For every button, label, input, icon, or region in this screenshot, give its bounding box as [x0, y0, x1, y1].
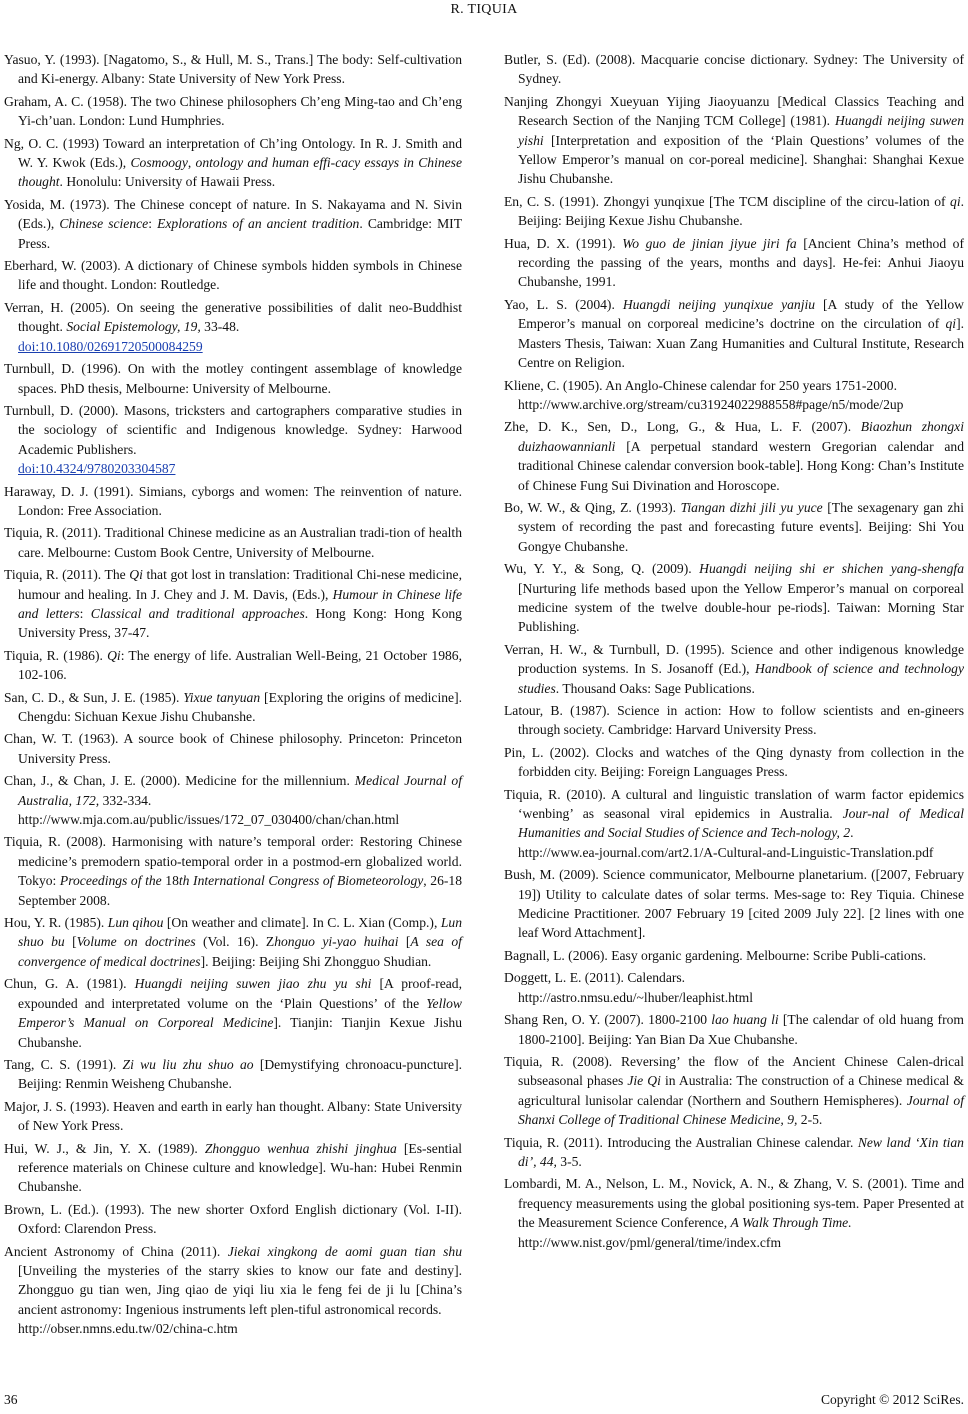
- reference-text: En, C. S. (1991). Zhongyi yunqixue [The TCM discipline of the circu-lation of: [504, 193, 951, 209]
- reference-text: : The energy of life. Australian Well-Being, 21 October 1986, 102-106.: [18, 647, 462, 683]
- reference-text: . Beijing: Beijing Kexue Jishu Chubanshe.: [518, 193, 964, 229]
- reference-entry: [504, 701, 964, 740]
- reference-text: [Demystifying chronoacu-puncture]. Beijing: Renmin Weisheng Chubanshe.: [18, 1056, 463, 1092]
- reference-url: http://astro.nmsu.edu/~lhuber/leaphist.html: [518, 989, 754, 1005]
- reference-italic-text: Huangdi neijing shi er shichen yang-shengfa: [699, 561, 964, 577]
- reference-text: [On weather and climate]. In C. L. Xian (Comp.),: [163, 915, 441, 931]
- reference-text: [A proof-read, expounded and interpretated volume on the ‘Plain Questions’ of the: [18, 976, 462, 1011]
- reference-text: [A study of the Yellow Emperor’s manual on corporeal medicine’s doctrine on the circulation of: [518, 296, 964, 332]
- reference-italic-text: qi: [945, 316, 957, 332]
- reference-entry: [4, 832, 462, 910]
- reference-italic-text: Handbook of science and technology studies: [518, 661, 964, 696]
- reference-entry: [4, 771, 462, 829]
- reference-text: . Cambridge: MIT Press.: [18, 216, 463, 251]
- reference-italic-text: Yixue tanyuan: [183, 689, 261, 705]
- reference-italic-text: Biaozhun zhongxi duizhaowannianli: [518, 419, 964, 454]
- reference-text: :: [148, 216, 158, 232]
- reference-text: Tiquia, R. (1986).: [4, 647, 108, 663]
- reference-entry: [504, 92, 964, 189]
- references-right-column: [504, 50, 964, 1255]
- reference-text: [Exploring the origins of medicine]. Chengdu: Sichuan Kexue Jishu Chubanshe.: [18, 689, 462, 724]
- reference-italic-text: Classical and traditional approaches: [90, 605, 305, 621]
- reference-italic-text: Chinese science: [59, 216, 149, 232]
- reference-italic-text: Tiangan dizhi jili yu yuce: [680, 499, 823, 515]
- reference-text: San, C. D., & Sun, J. E. (1985).: [4, 689, 184, 705]
- reference-text: Chan, J., & Chan, J. E. (2000). Medicine for the millennium.: [4, 773, 355, 789]
- reference-text: [The sexagenary gan zhi system of recording the past and forecasting future events]. Beijing: Shi You Gongye Chubanshe.: [518, 499, 964, 554]
- reference-entry: [4, 195, 462, 253]
- copyright-notice: Copyright © 2012 SciRes.: [820, 1392, 964, 1407]
- reference-text: [The calendar of old huang from 1800-2100]. Beijing: Yan Bian Da Xue Chubanshe.: [518, 1012, 964, 1047]
- reference-text: 2-5.: [797, 1112, 823, 1128]
- reference-text: . Honolulu: University of Hawaii Press.: [59, 174, 276, 190]
- reference-text: [Ancient China’s method of recording the passing of the years, months and days]. He-fei: Anhui Jiaoyu Chubanshe, 1991.: [518, 235, 964, 290]
- reference-italic-text: A sea of convergence of medical doctrines: [18, 934, 462, 969]
- reference-italic-text: Medical Journal of Australia, 172,: [18, 773, 462, 808]
- reference-entry: [504, 192, 964, 231]
- reference-text: Lombardi, M. A., Nelson, L. M., Novick, A. N., & Zhang, V. S. (2001). Time and frequency measurements using the global positioning sys-tem. Paper Presented at the Measurement Science Conference,: [504, 1176, 964, 1231]
- reference-text: Tiquia, R. (2008). Reversing’ the flow of the Ancient Chinese Calen-drical subseasonal phases: [504, 1053, 964, 1089]
- reference-entry: [504, 1174, 964, 1252]
- reference-text: Major, J. S. (1993). Heaven and earth in early han thought. Albany: State University of New York Press.: [4, 1098, 462, 1134]
- reference-text: Ng, O. C. (1993) Toward an interpretation of Ch’ing Ontology. In R. J. Smith and W. Y. Kwok (Eds.),: [4, 135, 462, 171]
- reference-text: [: [64, 934, 77, 950]
- reference-text: [Interpretation and exposition of the ‘Plain Questions’ volumes of the Yellow Emperor’s manual on cor-poreal medicine]. Shanghai: Shanghai Kexue Jishu Chubanshe.: [518, 132, 964, 187]
- reference-url: http://www.archive.org/stream/cu31924022988558#page/n5/mode/2up: [518, 396, 904, 412]
- reference-entry: [504, 498, 964, 556]
- reference-text: Chan, W. T. (1963). A source book of Chinese philosophy. Princeton: Princeton University Press.: [4, 731, 462, 766]
- reference-italic-text: qi: [950, 193, 961, 209]
- reference-text: :: [79, 605, 91, 621]
- reference-italic-text: honguo yi-yao huihai: [274, 934, 399, 950]
- reference-text: Tang, C. S. (1991).: [4, 1056, 123, 1072]
- reference-italic-text: Journal of Shanxi College of Traditional Chinese Medicine, 9,: [518, 1092, 965, 1128]
- reference-italic-text: lao huang li: [711, 1012, 779, 1028]
- reference-text: in Australia: The construction of a Chinese medical & agricultural lunisolar calendar (Northern and Southern Hemispheres).: [518, 1073, 964, 1108]
- reference-text: ,: [187, 155, 196, 171]
- reference-entry: [4, 974, 462, 1052]
- reference-italic-text: Lun qihou: [107, 915, 164, 931]
- reference-italic-text: Jie Qi: [627, 1073, 661, 1089]
- reference-entry: [504, 865, 964, 943]
- reference-entry: [504, 946, 964, 965]
- references-left-column: [4, 50, 462, 1342]
- reference-text: Eberhard, W. (2003). A dictionary of Chinese symbols hidden symbols in Chinese life and thought. London: Routledge.: [4, 258, 462, 293]
- reference-italic-text: Yellow Emperor’s Manual on Corporeal Medicine: [18, 995, 462, 1031]
- reference-text: Bagnall, L. (2006). Easy organic gardening. Melbourne: Scribe Publi-cations.: [504, 947, 927, 963]
- reference-entry: [4, 50, 462, 89]
- reference-text: [: [398, 934, 411, 950]
- reference-text: Tiquia, R. (2011). Introducing the Australian Chinese calendar.: [504, 1134, 858, 1150]
- reference-entry: [4, 565, 462, 643]
- reference-text: Hui, W. J., & Jin, Y. X. (1989).: [4, 1140, 205, 1156]
- reference-text: Yasuo, Y. (1993). [Nagatomo, S., & Hull, M. S., Trans.] The body: Self-cultivation and Ki-energy. Albany: State University of New York Press.: [4, 52, 462, 87]
- reference-text: 3-5.: [556, 1153, 582, 1169]
- reference-text: [Es-sential reference materials on Chinese culture and knowledge]. Wu-han: Hubei Renmin Chubanshe.: [18, 1140, 463, 1195]
- reference-entry: [504, 1010, 964, 1049]
- reference-text: [Nurturing life methods based upon the Yellow Emperor’s manual on corporeal medicine system of the twelve double-hour pe-riods]. Taiwan: Morning Star Publishing.: [518, 580, 964, 635]
- reference-entry: [4, 359, 462, 398]
- reference-entry: [504, 376, 964, 415]
- reference-text: Shang Ren, O. Y. (2007). 1800-2100: [504, 1012, 712, 1028]
- reference-text: [Unveiling the mysteries of the starry skies to know our fate and destiny]. Zhongguo gu tian wen, Jing qiao de yiqi liu xia le feng fei de ji lu [China’s ancient astronomy: Ingenious instruments left plen-tiful astronomical records.: [18, 1262, 462, 1317]
- reference-text: Nanjing Zhongyi Xueyuan Yijing Jiaoyuanzu [Medical Classics Teaching and Research Section of the Nanjing TCM College] (1981).: [504, 93, 964, 129]
- reference-italic-text: Zhongguo wenhua zhishi jinghua: [204, 1140, 397, 1156]
- reference-entry: [504, 234, 964, 292]
- reference-entry: [504, 743, 964, 782]
- reference-italic-text: Proceedings of the: [59, 873, 166, 889]
- reference-italic-text: Humour in Chinese life and letters: [18, 586, 462, 621]
- reference-entry: [504, 295, 964, 373]
- reference-italic-text: Huangdi neijing suwen yishi: [518, 113, 964, 148]
- reference-entry: [4, 298, 462, 356]
- reference-italic-text: New land ‘Xin tian di’, 44,: [518, 1134, 964, 1169]
- reference-url: http://www.mja.com.au/public/issues/172_07_030400/chan/chan.html: [18, 812, 400, 828]
- reference-text: Kliene, C. (1905). An Anglo-Chinese calendar for 250 years 1751-2000.: [504, 377, 897, 393]
- reference-entry: [4, 1139, 462, 1197]
- reference-url: http://www.ea-journal.com/art2.1/A-Cultural-and-Linguistic-Translation.pdf: [518, 844, 934, 860]
- running-head: R. TIQUIA: [450, 2, 518, 17]
- reference-entry: [4, 134, 462, 192]
- reference-italic-text: Social Epistemology, 19,: [66, 319, 201, 335]
- reference-italic-text: Zi wu liu zhu shuo ao: [122, 1056, 254, 1072]
- reference-text: [A perpetual standard western Gregorian calendar and traditional Chinese calendar conversion book-table]. Hong Kong: Chan’s Institute of Chinese Fung Sui Divination and Horoscope.: [518, 438, 964, 493]
- reference-entry: [504, 1133, 964, 1172]
- reference-entry: [504, 640, 964, 698]
- reference-text: 18: [165, 873, 179, 889]
- reference-text: Yao, L. S. (2004).: [504, 296, 623, 312]
- reference-italic-text: ontology and human effi-cacy essays in Chinese thought: [18, 155, 462, 190]
- reference-italic-text: Qi: [107, 647, 121, 663]
- reference-text: Yosida, M. (1973). The Chinese concept of nature. In S. Nakayama and N. Sivin (Eds.),: [4, 196, 462, 232]
- reference-text: Verran, H. (2005). On seeing the generative possibilities of dalit neo-Buddhist thought.: [4, 299, 462, 335]
- reference-text: Pin, L. (2002). Clocks and watches of the Qing dynasty from collection in the forbidden city. Beijing: Foreign Languages Press.: [504, 744, 964, 780]
- reference-text: Doggett, L. E. (2011). Calendars.: [504, 970, 686, 986]
- reference-italic-text: th International Congress of Biometeorology: [178, 873, 424, 889]
- reference-text: Haraway, D. J. (1991). Simians, cyborgs and women: The reinvention of nature. London: Free Association.: [4, 483, 462, 518]
- reference-text: Tiquia, R. (2010). A cultural and linguistic translation of warm factor epidemics ‘wenbing’ as seasonal viral epidemics in Australia.: [504, 786, 964, 822]
- reference-text: Turnbull, D. (2000). Masons, tricksters and cartographers comparative studies in the sociology of scientific and Indigenous knowledge. Sydney: Harwood Academic Publishers.: [4, 402, 462, 457]
- reference-text: Hua, D. X. (1991).: [504, 235, 623, 251]
- reference-entry: [504, 968, 964, 1007]
- reference-text: 332-334.: [99, 792, 152, 808]
- doi-link[interactable]: doi:10.4324/9780203304587: [18, 461, 176, 477]
- reference-text: (Vol. 16). Z: [195, 934, 275, 950]
- doi-link[interactable]: doi:10.1080/02691720500084259: [18, 338, 203, 354]
- reference-italic-text: Explorations of an ancient tradition: [157, 216, 360, 232]
- reference-entry: [4, 1200, 462, 1239]
- reference-entry: [504, 50, 964, 89]
- reference-text: Tiquia, R. (2011). The: [4, 567, 130, 583]
- reference-entry: [504, 785, 964, 863]
- reference-text: Graham, A. C. (1958). The two Chinese philosophers Ch’eng Ming-tao and Ch’eng Yi-ch’uan. London: Lund Humphries.: [4, 93, 462, 129]
- reference-text: Tiquia, R. (2011). Traditional Chinese medicine as an Australian tradi-tion of health care. Melbourne: Custom Book Centre, University of Melbourne.: [4, 525, 462, 560]
- reference-entry: [4, 913, 462, 971]
- reference-entry: [4, 729, 462, 768]
- reference-italic-text: Huangdi neijing suwen jiao zhu yu shi: [134, 976, 372, 992]
- reference-text: Bush, M. (2009). Science communicator, Melbourne planetarium. ([2007, February 19]) Utility to calculate dates of solar terms. Mes-sage to: Rey Tiquia. Chinese Medicine Practitioner. 2007 February 19 [cited 2009 July 22]. [2 lines with one leaf Word Attachment].: [504, 867, 964, 941]
- reference-text: , 26-18 September 2008.: [18, 873, 462, 908]
- reference-text: . Hong Kong: Hong Kong University Press, 37-47.: [18, 605, 462, 641]
- reference-italic-text: A Walk Through Time.: [730, 1215, 852, 1231]
- reference-entry: [504, 1052, 964, 1130]
- reference-italic-text: Jiekai xingkong de aomi guan tian shu: [227, 1243, 462, 1259]
- reference-text: that got lost in translation: Traditional Chi-nese medicine, humour and healing. In J. Chey and J. M. Davis, (Eds.),: [18, 567, 462, 602]
- reference-text: ]. Tianjin: Tianjin Kexue Jishu Chubanshe.: [18, 1015, 462, 1050]
- reference-text: ]. Beijing: Beijing Shi Zhongguo Shudian.: [200, 953, 432, 969]
- reference-text: Zhe, D. K., Sen, D., Long, G., & Hua, L. F. (2007).: [504, 419, 861, 435]
- reference-text: ]. Masters Thesis, Taiwan: Xuan Zang Humanities and Cultural Institute, Research Centre on Religion.: [518, 316, 964, 371]
- reference-entry: [4, 1097, 462, 1136]
- reference-text: Turnbull, D. (1996). On with the motley contingent assemblage of knowledge spaces. PhD thesis, Melbourne: University of Melbourne.: [4, 361, 462, 396]
- reference-text: Butler, S. (Ed). (2008). Macquarie concise dictionary. Sydney: The University of Sydney.: [504, 52, 964, 87]
- reference-text: Chun, G. A. (1981).: [4, 976, 135, 992]
- reference-text: .: [850, 825, 854, 841]
- reference-entry: [4, 646, 462, 685]
- reference-entry: [504, 417, 964, 495]
- reference-italic-text: Qi: [129, 567, 143, 583]
- reference-url: http://www.nist.gov/pml/general/time/index.cfm: [518, 1234, 782, 1250]
- reference-entry: [4, 482, 462, 521]
- reference-text: Tiquia, R. (2008). Harmonising with nature’s temporal order: Restoring Chinese medicine’s premodern spatio-temporal order in a postmod-ern globalized world. Tokyo:: [4, 834, 462, 889]
- reference-entry: [504, 559, 964, 637]
- reference-text: Ancient Astronomy of China (2011).: [4, 1243, 228, 1259]
- reference-entry: [4, 1242, 462, 1339]
- reference-italic-text: Cosmoogy: [130, 155, 188, 171]
- reference-text: Brown, L. (Ed.). (1993). The new shorter Oxford English dictionary (Vol. I-II). Oxford: Clarendon Press.: [4, 1201, 462, 1237]
- reference-entry: [4, 688, 462, 727]
- reference-italic-text: Volume on doctrines: [76, 934, 196, 950]
- reference-italic-text: Lun shuo bu: [18, 915, 462, 950]
- reference-text: Latour, B. (1987). Science in action: How to follow scientists and en-gineers through society. Cambridge: Harvard University Press.: [504, 703, 964, 738]
- reference-entry: [4, 523, 462, 562]
- reference-entry: [4, 92, 462, 131]
- reference-entry: [4, 256, 462, 295]
- reference-text: Verran, H. W., & Turnbull, D. (1995). Science and other indigenous knowledge production systems. In S. Josanoff (Ed.),: [504, 641, 964, 677]
- reference-entry: [4, 1055, 462, 1094]
- reference-text: Wu, Y. Y., & Song, Q. (2009).: [504, 561, 700, 577]
- reference-italic-text: Huangdi neijing yunqixue yanjiu: [622, 296, 816, 312]
- reference-text: Bo, W. W., & Qing, Z. (1993).: [504, 499, 681, 515]
- reference-italic-text: Wo guo de jinian jiyue jiri fa: [622, 235, 797, 251]
- reference-entry: [4, 401, 462, 479]
- reference-url: http://obser.nmns.edu.tw/02/china-c.htm: [18, 1321, 238, 1337]
- page-number: 36: [4, 1392, 18, 1407]
- reference-text: 33-48.: [200, 319, 240, 335]
- reference-text: . Thousand Oaks: Sage Publications.: [555, 680, 755, 696]
- reference-italic-text: Jour-nal of Medical Humanities and Social Studies of Science and Tech-nology, 2: [518, 806, 964, 841]
- reference-text: Hou, Y. R. (1985).: [4, 915, 108, 931]
